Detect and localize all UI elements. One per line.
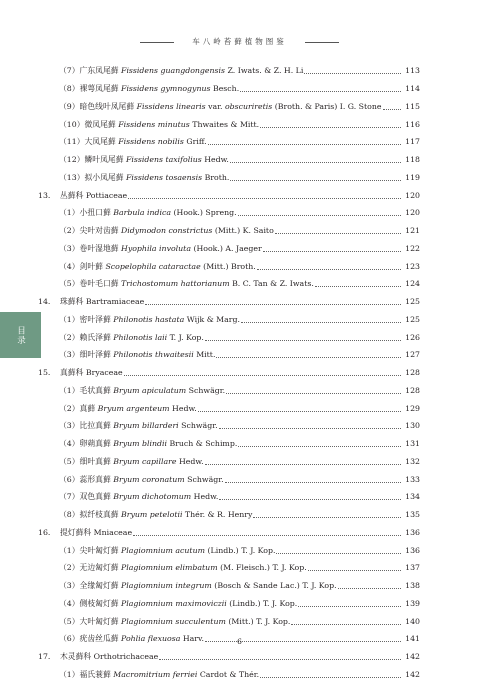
toc-page-number: 125 — [402, 315, 420, 324]
toc-entry-row — [38, 417, 420, 435]
scientific-name: Bryum apiculatum — [113, 386, 186, 395]
header-title: 车八岭苔藓植物图鉴 — [0, 36, 479, 47]
toc-entry-row — [38, 80, 420, 98]
scientific-name: Bryum dichotomum — [113, 492, 191, 501]
toc-title — [59, 438, 237, 449]
toc-title — [59, 491, 218, 502]
title-text: Harv. — [180, 634, 204, 643]
title-text: 提灯藓科 Mniaceae — [60, 528, 132, 537]
toc-title — [59, 616, 290, 627]
title-text: （3）比拉真藓 — [59, 421, 113, 430]
scientific-name: Plagiomnium elimbatum — [121, 563, 218, 572]
toc-title — [59, 207, 237, 218]
title-text: (Bosch & Sande Lac.) T. J. Kop. — [212, 581, 337, 590]
title-text: （8）拟纤枝真藓 — [59, 510, 121, 519]
dot-leader — [275, 229, 401, 234]
toc-entry-row — [38, 453, 420, 471]
dot-leader — [128, 194, 401, 199]
title-text: Besch. — [210, 84, 239, 93]
dot-leader — [383, 105, 402, 110]
dot-leader — [205, 460, 401, 465]
toc-entry-row — [38, 275, 420, 293]
toc-entry-row — [38, 488, 420, 506]
title-text: （2）无边匐灯藓 — [59, 563, 121, 572]
scientific-name: Barbula indica — [113, 208, 171, 217]
title-text: （8）裸萼凤尾藓 — [59, 84, 121, 93]
toc-title — [59, 580, 337, 591]
title-text: (Broth. & Paris) I. G. Stone — [272, 102, 381, 111]
title-text: Cardot & Thér. — [197, 670, 259, 679]
toc-page-number: 139 — [402, 599, 420, 608]
scientific-name: Bryum billarderi — [113, 421, 178, 430]
toc-family-row — [38, 364, 420, 382]
title-text: (Mitt.) T. J. Kop. — [226, 617, 291, 626]
dot-leader — [263, 247, 401, 252]
scientific-name: Philonotis hastata — [113, 315, 184, 324]
title-text: （1）密叶泽藓 — [59, 315, 113, 324]
dot-leader — [159, 655, 401, 660]
toc-entry-row — [38, 240, 420, 258]
scientific-name: Macromitrium ferriei — [113, 670, 197, 679]
title-text: var. — [206, 102, 225, 111]
dot-leader — [338, 584, 401, 589]
toc-entry-row — [38, 346, 420, 364]
title-text: （1）毛状真藓 — [59, 386, 113, 395]
toc-entry-row — [38, 98, 420, 116]
dot-leader — [238, 442, 401, 447]
toc-title — [59, 456, 204, 467]
dot-leader — [219, 424, 401, 429]
dot-leader — [124, 371, 401, 376]
toc-entry-row — [38, 577, 420, 595]
toc-title — [60, 367, 123, 378]
toc-page-number: 141 — [402, 634, 420, 643]
toc-page-number: 118 — [402, 155, 420, 164]
scientific-name: Bryum blindii — [113, 439, 167, 448]
toc-title — [59, 243, 262, 254]
toc-title — [59, 172, 229, 183]
title-text: Z. Iwats. & Z. H. Li — [225, 66, 303, 75]
title-text: Schwägr. — [185, 475, 224, 484]
toc-entry-row — [38, 169, 420, 187]
title-text: (Mitt.) Broth. — [201, 262, 256, 271]
title-text: （7）广东凤尾藓 — [59, 66, 121, 75]
toc-page-number: 121 — [402, 226, 420, 235]
toc-title — [59, 545, 275, 556]
title-text: （2）赖氏泽藓 — [59, 333, 113, 342]
scientific-name: Bryum argenteum — [98, 404, 170, 413]
toc-title — [59, 278, 314, 289]
title-text: Hedw. — [170, 404, 197, 413]
toc-title — [59, 509, 252, 520]
toc-page-number: 115 — [402, 102, 420, 111]
title-text: （3）全缘匐灯藓 — [59, 581, 121, 590]
toc-entry-row — [38, 666, 420, 683]
running-header — [0, 36, 479, 48]
toc-title — [59, 101, 382, 112]
toc-entry-row — [38, 222, 420, 240]
title-text: Broth. — [202, 173, 229, 182]
dot-leader — [216, 353, 401, 358]
table-of-contents — [38, 62, 420, 683]
toc-title — [59, 474, 224, 485]
title-text: 丛藓科 Pottiaceae — [60, 191, 127, 200]
toc-page-number: 136 — [402, 546, 420, 555]
toc-page-number: 140 — [402, 617, 420, 626]
toc-entry-row — [38, 328, 420, 346]
title-text: （13）拟小凤尾藓 — [59, 173, 126, 182]
title-text: (Hook.) Spreng. — [171, 208, 237, 217]
title-text: Hedw. — [191, 492, 218, 501]
title-text: （1）福氏蓑藓 — [59, 670, 113, 679]
toc-entry-row — [38, 311, 420, 329]
dot-leader — [238, 211, 401, 216]
title-text: 珠藓科 Bartramiaceae — [60, 297, 144, 306]
title-text: B. C. Tan & Z. Iwats. — [230, 279, 314, 288]
toc-number: 13. — [38, 191, 60, 200]
toc-family-row — [38, 524, 420, 542]
dot-leader — [253, 513, 401, 518]
header-rule-right — [305, 42, 339, 43]
dot-leader — [260, 123, 401, 128]
toc-entry-row — [38, 470, 420, 488]
title-text: Bruch & Schimp. — [167, 439, 237, 448]
title-text: 真藓科 Bryaceae — [60, 368, 123, 377]
toc-page-number: 134 — [402, 492, 420, 501]
dot-leader — [260, 673, 401, 678]
title-text: （7）双色真藓 — [59, 492, 113, 501]
toc-title — [59, 154, 229, 165]
toc-page-number: 124 — [402, 279, 420, 288]
toc-number: 14. — [38, 297, 60, 306]
toc-page-number: 130 — [402, 421, 420, 430]
title-text: （5）细叶真藓 — [59, 457, 113, 466]
title-text: （5）卷叶毛口藓 — [59, 279, 121, 288]
scientific-name: Bryum petelotii — [121, 510, 182, 519]
toc-family-row — [38, 648, 420, 666]
toc-title — [59, 403, 197, 414]
toc-page-number: 120 — [402, 208, 420, 217]
toc-title — [59, 136, 207, 147]
toc-entry-row — [38, 62, 420, 80]
dot-leader — [225, 478, 401, 483]
toc-family-row — [38, 186, 420, 204]
dot-leader — [133, 531, 401, 536]
dot-leader — [315, 282, 401, 287]
title-text: (Lindb.) T. J. Kop. — [227, 599, 297, 608]
toc-title — [59, 314, 240, 325]
dot-leader — [208, 140, 401, 145]
toc-page-number: 113 — [402, 66, 420, 75]
dot-leader — [226, 389, 401, 394]
title-text: (M. Fleisch.) T. J. Kop. — [218, 563, 307, 572]
toc-number: 16. — [38, 528, 60, 537]
scientific-name: Hyophila involuta — [121, 244, 191, 253]
toc-page-number: 142 — [402, 652, 420, 661]
scientific-name: Fissidens nobilis — [118, 137, 184, 146]
toc-page-number: 128 — [402, 386, 420, 395]
toc-entry-row — [38, 612, 420, 630]
toc-family-row — [38, 293, 420, 311]
scientific-name: Trichostomum hattorianum — [121, 279, 230, 288]
title-text: （1）尖叶匐灯藓 — [59, 546, 121, 555]
toc-title — [59, 385, 225, 396]
dot-leader — [298, 602, 401, 607]
toc-title — [59, 598, 297, 609]
title-text: Thér. & R. Henry — [182, 510, 252, 519]
toc-entry-row — [38, 204, 420, 222]
title-text: （12）鳞叶凤尾藓 — [59, 155, 126, 164]
toc-number: 15. — [38, 368, 60, 377]
toc-entry-row — [38, 151, 420, 169]
title-text: （6）疣齿丝瓜藓 — [59, 634, 121, 643]
dot-leader — [240, 87, 401, 92]
toc-title — [60, 296, 144, 307]
toc-page-number: 137 — [402, 563, 420, 572]
scientific-name: Pohlia flexuosa — [121, 634, 180, 643]
toc-page-number: 120 — [402, 191, 420, 200]
title-text: (Mitt.) K. Saito — [212, 226, 273, 235]
toc-page-number: 122 — [402, 244, 420, 253]
toc-title — [59, 332, 204, 343]
toc-title — [60, 190, 127, 201]
scientific-name: Plagiomnium acutum — [121, 546, 205, 555]
dot-leader — [276, 549, 401, 554]
scientific-name: Fissidens guangdongensis — [121, 66, 225, 75]
scientific-name: Fissidens minutus — [118, 120, 190, 129]
toc-title — [59, 65, 303, 76]
toc-title — [60, 527, 132, 538]
page-number: 6 — [0, 637, 479, 646]
scientific-name: Philonotis laii — [113, 333, 167, 342]
toc-page-number: 119 — [402, 173, 420, 182]
title-text: 木灵藓科 Orthotrichaceae — [60, 652, 158, 661]
title-text: (Lindb.) T. J. Kop. — [205, 546, 275, 555]
toc-page-number: 132 — [402, 457, 420, 466]
dot-leader — [304, 69, 401, 74]
dot-leader — [308, 566, 401, 571]
title-text: Thwaites & Mitt. — [190, 120, 259, 129]
scientific-name: Fissidens taxifolius — [126, 155, 202, 164]
scientific-name: obscuriretis — [225, 102, 272, 111]
scientific-name: Plagiomnium maximoviczii — [121, 599, 227, 608]
toc-title — [59, 562, 307, 573]
scientific-name: Bryum capillare — [113, 457, 176, 466]
title-text: （10）微凤尾藓 — [59, 120, 118, 129]
title-text: Mitt. — [194, 350, 216, 359]
dot-leader — [230, 158, 401, 163]
title-text: （3）卷叶湿地藓 — [59, 244, 121, 253]
toc-page-number: 129 — [402, 404, 420, 413]
toc-title — [59, 261, 256, 272]
toc-title — [59, 225, 274, 236]
toc-title — [59, 83, 239, 94]
title-text: （6）蕊形真藓 — [59, 475, 113, 484]
toc-title — [59, 349, 215, 360]
toc-page-number: 136 — [402, 528, 420, 537]
toc-entry-row — [38, 435, 420, 453]
toc-page-number: 138 — [402, 581, 420, 590]
scientific-name: Scopelophila cataractae — [105, 262, 200, 271]
scientific-name: Didymodon constrictus — [121, 226, 212, 235]
toc-page-number: 116 — [402, 120, 420, 129]
toc-entry-row — [38, 595, 420, 613]
toc-title — [59, 420, 218, 431]
toc-page-number: 128 — [402, 368, 420, 377]
toc-entry-row — [38, 257, 420, 275]
dot-leader — [145, 300, 401, 305]
title-text: （11）大凤尾藓 — [59, 137, 118, 146]
toc-entry-row — [38, 506, 420, 524]
title-text: （9）暗色线叶凤尾藓 — [59, 102, 137, 111]
title-text: （2）真藓 — [59, 404, 98, 413]
scientific-name: Plagiomnium succulentum — [121, 617, 226, 626]
toc-page-number: 135 — [402, 510, 420, 519]
scientific-name: Fissidens gymnogynus — [121, 84, 210, 93]
toc-page-number: 126 — [402, 333, 420, 342]
title-text: Wijk & Marg. — [184, 315, 240, 324]
dot-leader — [230, 176, 401, 181]
dot-leader — [198, 407, 401, 412]
dot-leader — [241, 318, 401, 323]
toc-entry-row — [38, 399, 420, 417]
toc-page-number: 114 — [402, 84, 420, 93]
toc-entry-row — [38, 382, 420, 400]
dot-leader — [219, 495, 401, 500]
toc-page-number: 127 — [402, 350, 420, 359]
toc-entry-row — [38, 133, 420, 151]
scientific-name: Bryum coronatum — [113, 475, 184, 484]
toc-entry-row — [38, 559, 420, 577]
toc-entry-row — [38, 115, 420, 133]
title-text: （4）剑叶藓 — [59, 262, 105, 271]
title-text: (Hook.) A. Jaeger — [191, 244, 262, 253]
toc-page-number: 142 — [402, 670, 420, 679]
title-text: （5）大叶匐灯藓 — [59, 617, 121, 626]
title-text: （4）卵蒴真藓 — [59, 439, 113, 448]
toc-page-number: 123 — [402, 262, 420, 271]
title-text: （4）侧枝匐灯藓 — [59, 599, 121, 608]
scientific-name: Philonotis thwaitesii — [113, 350, 193, 359]
toc-page-number: 125 — [402, 297, 420, 306]
toc-title — [59, 119, 259, 130]
toc-title — [59, 669, 259, 680]
scientific-name: Fissidens linearis — [137, 102, 206, 111]
dot-leader — [291, 620, 401, 625]
title-text: Schwägr. — [186, 386, 225, 395]
title-text: （1）小扭口藓 — [59, 208, 113, 217]
scientific-name: Plagiomnium integrum — [121, 581, 212, 590]
scientific-name: Fissidens tosaensis — [126, 173, 202, 182]
dot-leader — [205, 336, 401, 341]
toc-number: 17. — [38, 652, 60, 661]
toc-title — [60, 651, 158, 662]
toc-page-number: 131 — [402, 439, 420, 448]
section-tab: 目录 — [0, 312, 41, 358]
title-text: （3）细叶泽藓 — [59, 350, 113, 359]
dot-leader — [257, 265, 401, 270]
toc-entry-row — [38, 541, 420, 559]
title-text: Hedw. — [176, 457, 203, 466]
title-text: Schwägr. — [179, 421, 218, 430]
title-text: Griff. — [184, 137, 207, 146]
toc-page-number: 133 — [402, 475, 420, 484]
toc-page-number: 117 — [402, 137, 420, 146]
title-text: T. J. Kop. — [167, 333, 204, 342]
title-text: （2）尖叶对齿藓 — [59, 226, 121, 235]
title-text: Hedw. — [202, 155, 229, 164]
